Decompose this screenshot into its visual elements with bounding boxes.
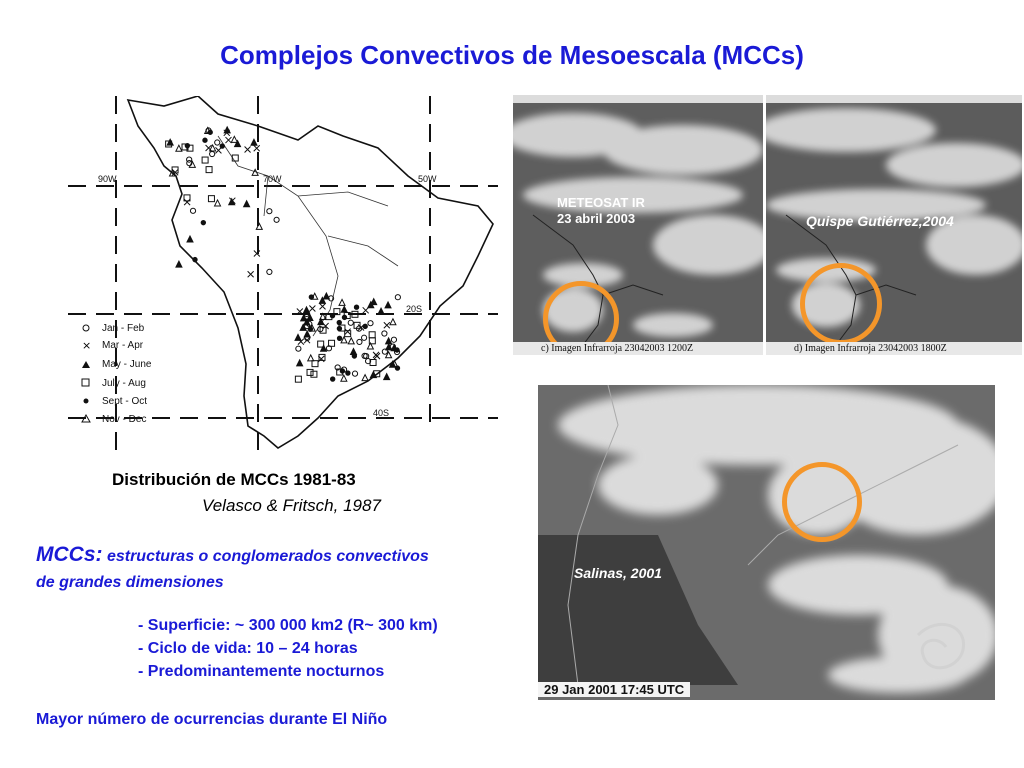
mcc-marker — [201, 220, 205, 224]
mcc-marker — [339, 299, 345, 305]
mcc-definition — [36, 542, 536, 596]
mcc-marker — [363, 324, 367, 328]
lon-label-50w: 50W — [418, 174, 437, 184]
legend-label: Sept - Oct — [102, 396, 148, 407]
mcc-marker — [352, 371, 357, 376]
mcc-marker — [206, 167, 212, 173]
satellite-scene — [538, 385, 995, 700]
highlight-circle — [782, 462, 862, 542]
mcc-marker — [267, 209, 272, 214]
mcc-marker — [337, 320, 341, 324]
mcc-marker — [362, 375, 368, 381]
mcc-marker — [309, 295, 313, 299]
mcc-marker — [176, 145, 182, 151]
mcc-marker — [215, 140, 220, 145]
sat2-footer: d) Imagen Infrarroja 23042003 1800Z — [766, 342, 1022, 355]
map-caption: Distribución de MCCs 1981-83 — [112, 470, 356, 489]
mcc-marker — [185, 143, 189, 147]
mcc-marker — [337, 326, 341, 330]
mcc-definition-b: de grandes dimensiones — [36, 574, 224, 591]
el-nino-note: Mayor número de ocurrencias durante El Niño — [36, 711, 388, 728]
sat3-credit: Salinas, 2001 — [574, 565, 662, 581]
legend-symbol-triangle-filled — [82, 361, 90, 368]
mcc-term: MCCs: — [36, 543, 103, 566]
legend-symbol-circle — [83, 325, 89, 331]
lon-label-90w: 90W — [98, 174, 117, 184]
mcc-marker — [297, 360, 303, 366]
mcc-marker — [295, 334, 301, 340]
mcc-marker — [187, 236, 193, 242]
mcc-marker — [220, 144, 224, 148]
legend-label: July - Aug — [102, 378, 146, 389]
mcc-marker — [202, 157, 208, 163]
mcc-marker — [203, 138, 207, 142]
mcc-marker — [167, 139, 173, 145]
satellite-image-2 — [766, 95, 1022, 355]
mcc-marker — [309, 306, 315, 312]
legend-label: Nov - Dec — [102, 414, 147, 425]
sat3-timestamp: 29 Jan 2001 17:45 UTC — [538, 682, 690, 697]
sat1-footer: c) Imagen Infrarroja 23042003 1200Z — [513, 342, 765, 355]
bullet-nocturnos: - Predominantemente nocturnos — [138, 663, 385, 680]
sat2-credit: Quispe Gutiérrez,2004 — [806, 213, 954, 229]
mcc-marker — [357, 339, 362, 344]
mcc-marker — [251, 139, 257, 145]
legend-label: Jan - Feb — [102, 323, 145, 334]
satellite-image-3 — [538, 385, 995, 700]
mcc-marker — [210, 151, 215, 156]
mcc-marker — [361, 335, 366, 340]
mcc-marker — [235, 141, 241, 147]
mcc-marker — [308, 355, 314, 361]
mcc-marker — [312, 361, 318, 367]
legend-symbol-square — [82, 379, 89, 386]
mcc-marker — [390, 319, 396, 325]
mcc-marker — [384, 322, 390, 328]
mcc-marker — [208, 130, 212, 134]
lat-label-40s: 40S — [373, 408, 390, 418]
mcc-marker — [382, 349, 387, 354]
mcc-marker — [330, 313, 334, 317]
mcc-marker — [348, 320, 353, 325]
sat1-label-line2: 23 abril 2003 — [557, 211, 636, 226]
mcc-marker — [337, 336, 341, 340]
mcc-marker — [368, 321, 373, 326]
mcc-marker — [295, 376, 301, 382]
mcc-marker — [341, 306, 347, 312]
mcc-marker — [386, 352, 392, 358]
mcc-marker — [371, 299, 377, 305]
mcc-marker — [184, 199, 190, 205]
mcc-marker — [384, 374, 390, 380]
mcc-marker — [296, 346, 301, 351]
mcc-marker — [267, 269, 272, 274]
mcc-marker — [245, 147, 251, 153]
mcc-marker — [307, 315, 313, 321]
mcc-distribution-map — [68, 96, 508, 456]
mcc-marker — [176, 261, 182, 267]
sat1-label-line1: METEOSAT IR — [557, 195, 645, 210]
mcc-definition-a: estructuras o conglomerados convectivos — [106, 548, 429, 565]
mcc-marker — [215, 147, 221, 153]
mcc-marker — [354, 305, 358, 309]
mcc-marker — [391, 337, 396, 342]
mcc-marker — [208, 196, 214, 202]
mcc-marker — [274, 217, 279, 222]
mcc-marker — [369, 332, 375, 338]
mcc-marker — [215, 200, 221, 206]
lat-label-20s: 20S — [406, 304, 423, 314]
mcc-marker — [190, 208, 195, 213]
mcc-marker — [244, 201, 250, 207]
mcc-marker — [301, 315, 307, 321]
lon-label-70w: 70W — [263, 174, 282, 184]
mcc-occurrence-markers — [166, 127, 401, 382]
highlight-circle — [800, 263, 882, 345]
mcc-marker — [225, 137, 231, 143]
mcc-marker — [254, 145, 260, 151]
legend-symbol-cross: × — [82, 339, 92, 352]
mcc-marker — [378, 308, 384, 314]
mcc-marker — [345, 329, 351, 335]
slide-title: Complejos Convectivos de Mesoescala (MCCs) — [220, 40, 804, 70]
mcc-marker — [323, 293, 329, 299]
legend-label: Mar - Apr — [102, 340, 144, 351]
mcc-marker — [248, 271, 254, 277]
mcc-marker — [307, 369, 313, 375]
bullet-ciclo-vida: - Ciclo de vida: 10 – 24 horas — [138, 640, 358, 657]
legend-symbol-dot — [84, 399, 89, 404]
mcc-marker — [395, 295, 400, 300]
continent-outline — [128, 96, 493, 448]
mcc-marker — [231, 136, 237, 142]
mcc-marker — [193, 257, 197, 261]
mcc-marker — [352, 354, 356, 358]
mcc-marker — [348, 338, 354, 344]
mcc-marker — [341, 375, 347, 381]
map-source: Velasco & Fritsch, 1987 — [202, 496, 381, 515]
mcc-marker — [232, 155, 238, 161]
mcc-marker — [311, 371, 317, 377]
mcc-marker — [330, 377, 334, 381]
bullet-superficie: - Superficie: ~ 300 000 km2 (R~ 300 km) — [138, 617, 438, 634]
mcc-marker — [320, 303, 326, 309]
mcc-marker — [382, 331, 387, 336]
legend-label: May - June — [102, 359, 152, 370]
mcc-marker — [342, 315, 346, 319]
south-america-map — [68, 96, 508, 456]
mcc-marker — [386, 338, 392, 344]
satellite-image-1 — [513, 95, 765, 355]
mcc-marker — [385, 302, 391, 308]
